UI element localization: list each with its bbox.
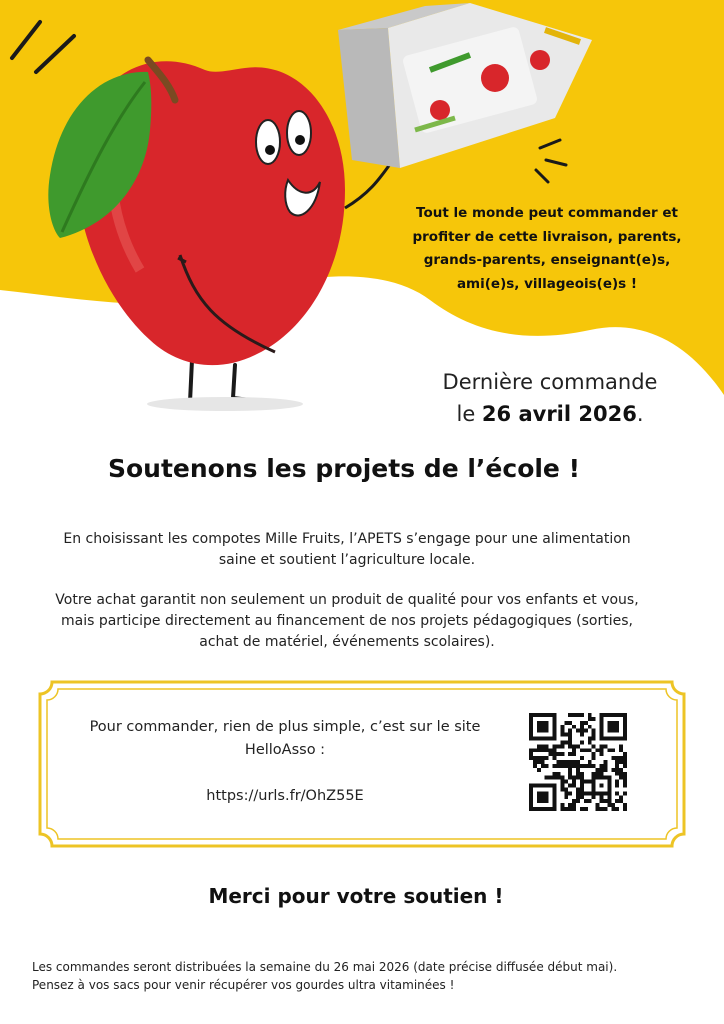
deadline-label: Dernière commande: [442, 370, 658, 394]
page-title: Soutenons les projets de l’école !: [107, 454, 580, 483]
apple-mascot-icon: [48, 60, 345, 365]
order-link[interactable]: https://urls.fr/OhZ55E: [206, 788, 364, 804]
deadline-suffix: .: [636, 402, 644, 426]
footer-distribution-note: Les commandes seront distribuées la semaine du 26 mai 2026 (date précise diffusée début mai).: [32, 960, 618, 974]
order-deadline: [410, 366, 690, 430]
thanks-message: Merci pour votre soutien !: [208, 884, 504, 908]
deadline-prefix: le: [456, 402, 482, 426]
intro-text: Tout le monde peut commander et profiter de cette livraison, parents, grands-parents, enseignant(e)s, ami(e)s, villageois(e)s !: [412, 205, 682, 292]
footer-notes: [32, 958, 692, 994]
commitment-paragraph: En choisissant les compotes Mille Fruits, l’APETS s’engage pour une alimentation saine et soutient l’agriculture locale.: [63, 531, 631, 568]
order-instructions: Pour commander, rien de plus simple, c’est sur le site HelloAsso :: [89, 719, 481, 758]
qr-code-icon[interactable]: [529, 713, 627, 811]
support-paragraph: Votre achat garantit non seulement un produit de qualité pour vos enfants et vous, mais participe directement au financement de nos projets pédagogiques (sorties, achat de matériel, événements scolaires).: [55, 592, 639, 650]
deadline-date: 26 avril 2026: [481, 402, 637, 426]
footer-bag-note: Pensez à vos sacs pour venir récupérer vos gourdes ultra vitaminées !: [32, 978, 455, 992]
